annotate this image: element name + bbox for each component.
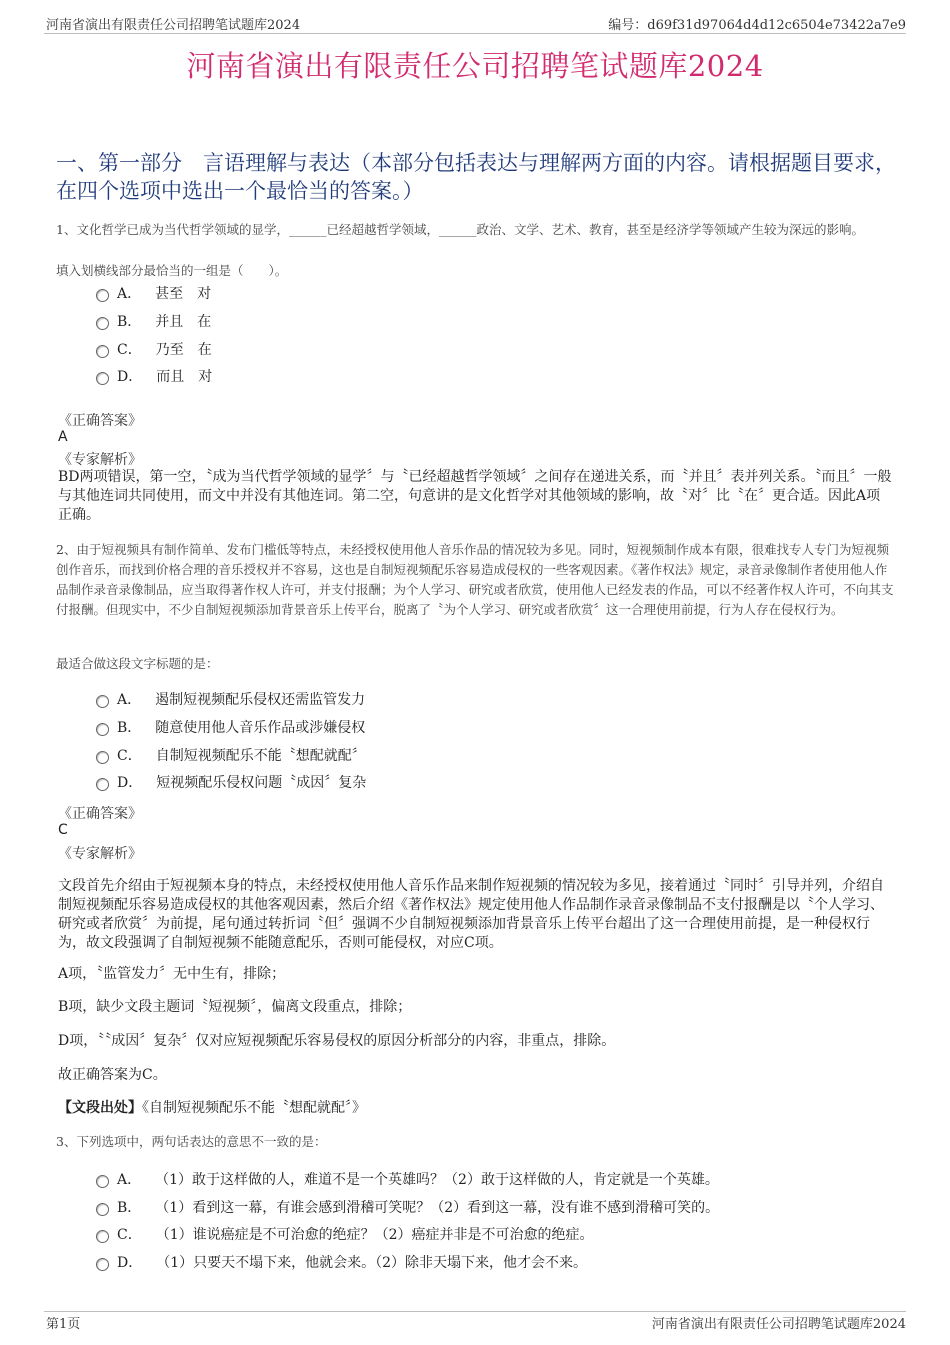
q1-answer-label: 《正确答案》: [58, 413, 142, 429]
document-id: 编号：d69f31d97064d4d12c6504e73422a7e9: [608, 18, 906, 33]
page-title: 河南省演出有限责任公司招聘笔试题库2024: [186, 49, 764, 83]
source-title: 《自制短视频配乐不能〝想配就配〞》: [142, 1100, 366, 1116]
radio-icon[interactable]: [96, 1203, 109, 1216]
question-2-text: 2、由于短视频具有制作简单、发布门槛低等特点，未经授权使用他人音乐作品的情况较为多见。同时，短视频制作成本有限，很难找专人专门为短视频创作音乐，而找到价格合理的音乐授权并不容易，这也是自制短视频配乐容易造成侵权的一些客观因素。《著作权法》规定，录音录像制作者使用他人作品制作录音录像制品，应当取得著作权人许可，并支付报酬；为个人学习、研究或者欣赏，使用他人已经发表的作品，可以不经著作权人许可，不向其支付报酬。但现实中，不少自制短视频添加背景音乐上传平台，脱离了〝为个人学习、研究或者欣赏〞这一合理使用前提，行为人存在侵权行为。: [56, 542, 894, 617]
option-text: （1）只要天不塌下来，他就会来。（2）除非天塌下来，他才会不来。: [156, 1255, 588, 1271]
q2-source: [58, 1099, 366, 1118]
option-letter: C．: [117, 1227, 142, 1243]
option-text: 甚至 对: [155, 286, 212, 302]
question-1-text: 1、文化哲学已成为当代哲学领域的显学，______已经超越哲学领域，______政治、文学、艺术、教育，甚至是经济学等领域产生较为深远的影响。: [56, 222, 864, 237]
header-title: 河南省演出有限责任公司招聘笔试题库2024: [46, 18, 301, 33]
option-letter: A．: [117, 1172, 142, 1188]
radio-icon[interactable]: [96, 1258, 109, 1271]
option-text: 而且 对: [156, 369, 213, 385]
q2-analysis-p3: B项，缺少文段主题词〝短视频〞，偏离文段重点，排除；: [58, 999, 412, 1015]
question-3-text: 3、下列选项中，两句话表达的意思不一致的是：: [56, 1134, 327, 1149]
section-heading: 一、第一部分 言语理解与表达（本部分包括表达与理解两方面的内容。请根据题目要求，在四个选项中选出一个最恰当的答案。）: [56, 151, 896, 203]
option-text: 自制短视频配乐不能〝想配就配〞: [155, 748, 366, 764]
q2-answer: C: [58, 822, 68, 838]
radio-icon[interactable]: [96, 1175, 109, 1188]
radio-icon[interactable]: [96, 723, 109, 736]
q1-analysis-label: 《专家解析》: [58, 452, 142, 468]
option-letter: B．: [117, 720, 142, 736]
header-divider: [44, 33, 906, 34]
q2-option-a[interactable]: [96, 689, 365, 709]
option-letter: C．: [117, 342, 142, 358]
q2-answer-label: 《正确答案》: [58, 806, 142, 822]
option-letter: B．: [117, 314, 142, 330]
option-text: （1）谁说癌症是不可治愈的绝症？（2）癌症并非是不可治愈的绝症。: [155, 1227, 594, 1243]
radio-icon[interactable]: [96, 289, 109, 302]
q2-analysis-p1: 文段首先介绍由于短视频本身的特点，未经授权使用他人音乐作品来制作短视频的情况较为多见，接着通过〝同时〞引导并列，介绍自制短视频配乐容易造成侵权的其他客观因素，然后介绍《著作权法》规定使用他人作品制作录音录像制品不支付报酬是以〝个人学习、研究或者欣赏〞为前提，尾句通过转折词〝但〞强调不少自制短视频添加背景音乐上传平台超出了这一合理使用前提，是一种侵权行为，故文段强调了自制短视频不能随意配乐，否则可能侵权，对应C项。: [58, 878, 884, 951]
option-text: 随意使用他人音乐作品或涉嫌侵权: [155, 720, 366, 736]
radio-icon[interactable]: [96, 778, 109, 791]
option-letter: D．: [117, 369, 143, 385]
q1-answer: A: [58, 429, 68, 445]
q3-option-c[interactable]: [96, 1224, 594, 1244]
radio-icon[interactable]: [96, 695, 109, 708]
radio-icon[interactable]: [96, 751, 109, 764]
footer-title: 河南省演出有限责任公司招聘笔试题库2024: [651, 1317, 906, 1332]
option-letter: D．: [117, 1255, 143, 1271]
q1-option-a[interactable]: [96, 283, 211, 303]
radio-icon[interactable]: [96, 345, 109, 358]
question-1-prompt: 填入划横线部分最恰当的一组是（ ）。: [56, 263, 288, 278]
radio-icon[interactable]: [96, 317, 109, 330]
option-letter: A．: [117, 286, 142, 302]
q2-option-b[interactable]: [96, 717, 365, 737]
source-label: 【文段出处】: [58, 1100, 142, 1116]
q3-option-a[interactable]: [96, 1169, 719, 1189]
q2-analysis-p2: A项，〝监管发力〞无中生有，排除；: [58, 966, 286, 982]
question-2-prompt: 最适合做这段文字标题的是：: [56, 656, 219, 671]
option-text: 短视频配乐侵权问题〝成因〞复杂: [156, 775, 367, 791]
q1-option-d[interactable]: [96, 366, 212, 386]
footer-divider: [44, 1311, 906, 1312]
q1-option-b[interactable]: [96, 311, 211, 331]
radio-icon[interactable]: [96, 372, 109, 385]
q3-option-b[interactable]: [96, 1197, 719, 1217]
option-text: （1）敢于这样做的人，难道不是一个英雄吗？（2）敢于这样做的人，肯定就是一个英雄。: [155, 1172, 719, 1188]
option-text: 乃至 在: [155, 342, 212, 358]
option-letter: C．: [117, 748, 142, 764]
option-letter: B．: [117, 1200, 142, 1216]
option-text: 遏制短视频配乐侵权还需监管发力: [155, 692, 366, 708]
page-number: 第1页: [46, 1317, 81, 1332]
q2-option-c[interactable]: [96, 745, 366, 765]
q1-analysis: BD两项错误，第一空，〝成为当代哲学领域的显学〞与〝已经超越哲学领域〞之间存在递进关系，而〝并且〞表并列关系。〝而且〞一般与其他连词共同使用，而文中并没有其他连词。第二空，句意讲的是文化哲学对其他领域的影响，故〝对〞比〝在〞更合适。因此A项正确。: [58, 469, 892, 523]
option-letter: A．: [117, 692, 142, 708]
option-text: 并且 在: [155, 314, 212, 330]
option-letter: D．: [117, 775, 143, 791]
q2-analysis-label: 《专家解析》: [58, 846, 142, 862]
radio-icon[interactable]: [96, 1230, 109, 1243]
q2-analysis-p5: 故正确答案为C。: [58, 1067, 167, 1083]
q2-analysis-p4: D项，〝〝成因〞复杂〞仅对应短视频配乐容易侵权的原因分析部分的内容，非重点，排除。: [58, 1033, 616, 1049]
q3-option-d[interactable]: [96, 1252, 587, 1272]
q1-option-c[interactable]: [96, 339, 212, 359]
option-text: （1）看到这一幕，有谁会感到滑稽可笑呢？（2）看到这一幕，没有谁不感到滑稽可笑的。: [155, 1200, 720, 1216]
q2-option-d[interactable]: [96, 772, 366, 792]
